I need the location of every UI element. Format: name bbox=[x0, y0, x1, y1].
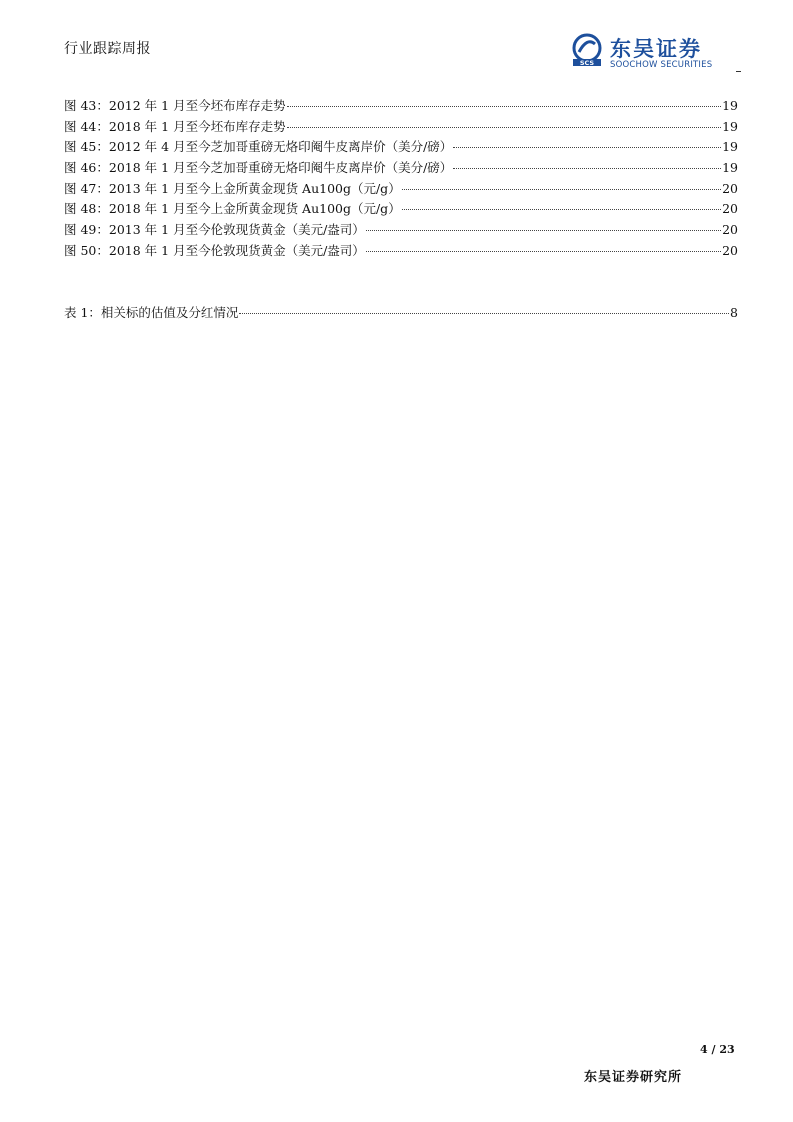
toc-entry-label: 图 46：2018 年 1 月至今芝加哥重磅无烙印阉牛皮离岸价（美分/磅） bbox=[64, 160, 453, 176]
page-number: 4 / 23 bbox=[700, 1043, 735, 1056]
toc-entry-page: 20 bbox=[722, 242, 738, 258]
toc-entry-fig48[interactable] bbox=[64, 199, 738, 220]
toc-entry-page: 20 bbox=[722, 222, 738, 238]
toc-entry-page: 19 bbox=[722, 160, 738, 176]
toc-leader bbox=[453, 167, 721, 169]
toc-entry-label: 图 50：2018 年 1 月至今伦敦现货黄金（美元/盎司） bbox=[64, 242, 365, 258]
toc-entry-fig50[interactable] bbox=[64, 241, 738, 262]
toc-entry-label: 图 43：2012 年 1 月至今坯布库存走势 bbox=[64, 98, 286, 113]
toc-leader bbox=[239, 312, 729, 314]
toc-leader bbox=[366, 250, 721, 252]
logo-abbr: SCS bbox=[579, 59, 595, 67]
logo-english-name: SOOCHOW SECURITIES bbox=[610, 60, 713, 70]
toc-leader bbox=[453, 146, 721, 148]
toc-entry-label: 图 47：2013 年 1 月至今上金所黄金现货 Au100g（元/g） bbox=[64, 180, 401, 196]
footer-organization: 东吴证券研究所 bbox=[584, 1070, 683, 1085]
toc-entry-page: 20 bbox=[722, 201, 738, 217]
toc-entry-fig45[interactable] bbox=[64, 137, 738, 158]
toc-entry-label: 图 45：2012 年 4 月至今芝加哥重磅无烙印阉牛皮离岸价（美分/磅） bbox=[64, 139, 453, 155]
toc-entry-label: 图 44：2018 年 1 月至今坯布库存走势 bbox=[64, 118, 286, 134]
toc-entry-label: 图 49：2013 年 1 月至今伦敦现货黄金（美元/盎司） bbox=[64, 222, 365, 238]
toc-entry-fig49[interactable] bbox=[64, 220, 738, 241]
header-title: 行业跟踪周报 bbox=[64, 41, 151, 57]
scs-logo-icon bbox=[570, 33, 604, 67]
toc-leader bbox=[402, 208, 721, 210]
toc-entry-label: 图 48：2018 年 1 月至今上金所黄金现货 Au100g（元/g） bbox=[64, 201, 401, 217]
toc-entry-fig44[interactable] bbox=[64, 117, 738, 138]
toc-entry-page: 19 bbox=[722, 118, 738, 134]
figure-list bbox=[64, 96, 738, 262]
toc-entry-fig46[interactable] bbox=[64, 158, 738, 179]
header-tick bbox=[736, 71, 741, 72]
toc-leader bbox=[402, 188, 721, 190]
toc-entry-fig43[interactable] bbox=[64, 96, 738, 117]
company-logo bbox=[570, 33, 740, 73]
toc-leader bbox=[287, 105, 722, 107]
toc-leader bbox=[366, 229, 721, 231]
toc-entry-page: 20 bbox=[722, 180, 738, 196]
toc-entry-label: 表 1：相关标的估值及分红情况 bbox=[64, 305, 239, 320]
toc-leader bbox=[287, 126, 722, 128]
logo-chinese-name: 东吴证券 bbox=[610, 37, 702, 61]
toc-entry-page: 8 bbox=[730, 305, 738, 320]
toc-entry-table1[interactable] bbox=[64, 303, 738, 324]
toc-entry-page: 19 bbox=[722, 139, 738, 155]
table-list bbox=[64, 303, 738, 324]
toc-entry-page: 19 bbox=[722, 98, 738, 113]
toc-entry-fig47[interactable] bbox=[64, 179, 738, 200]
